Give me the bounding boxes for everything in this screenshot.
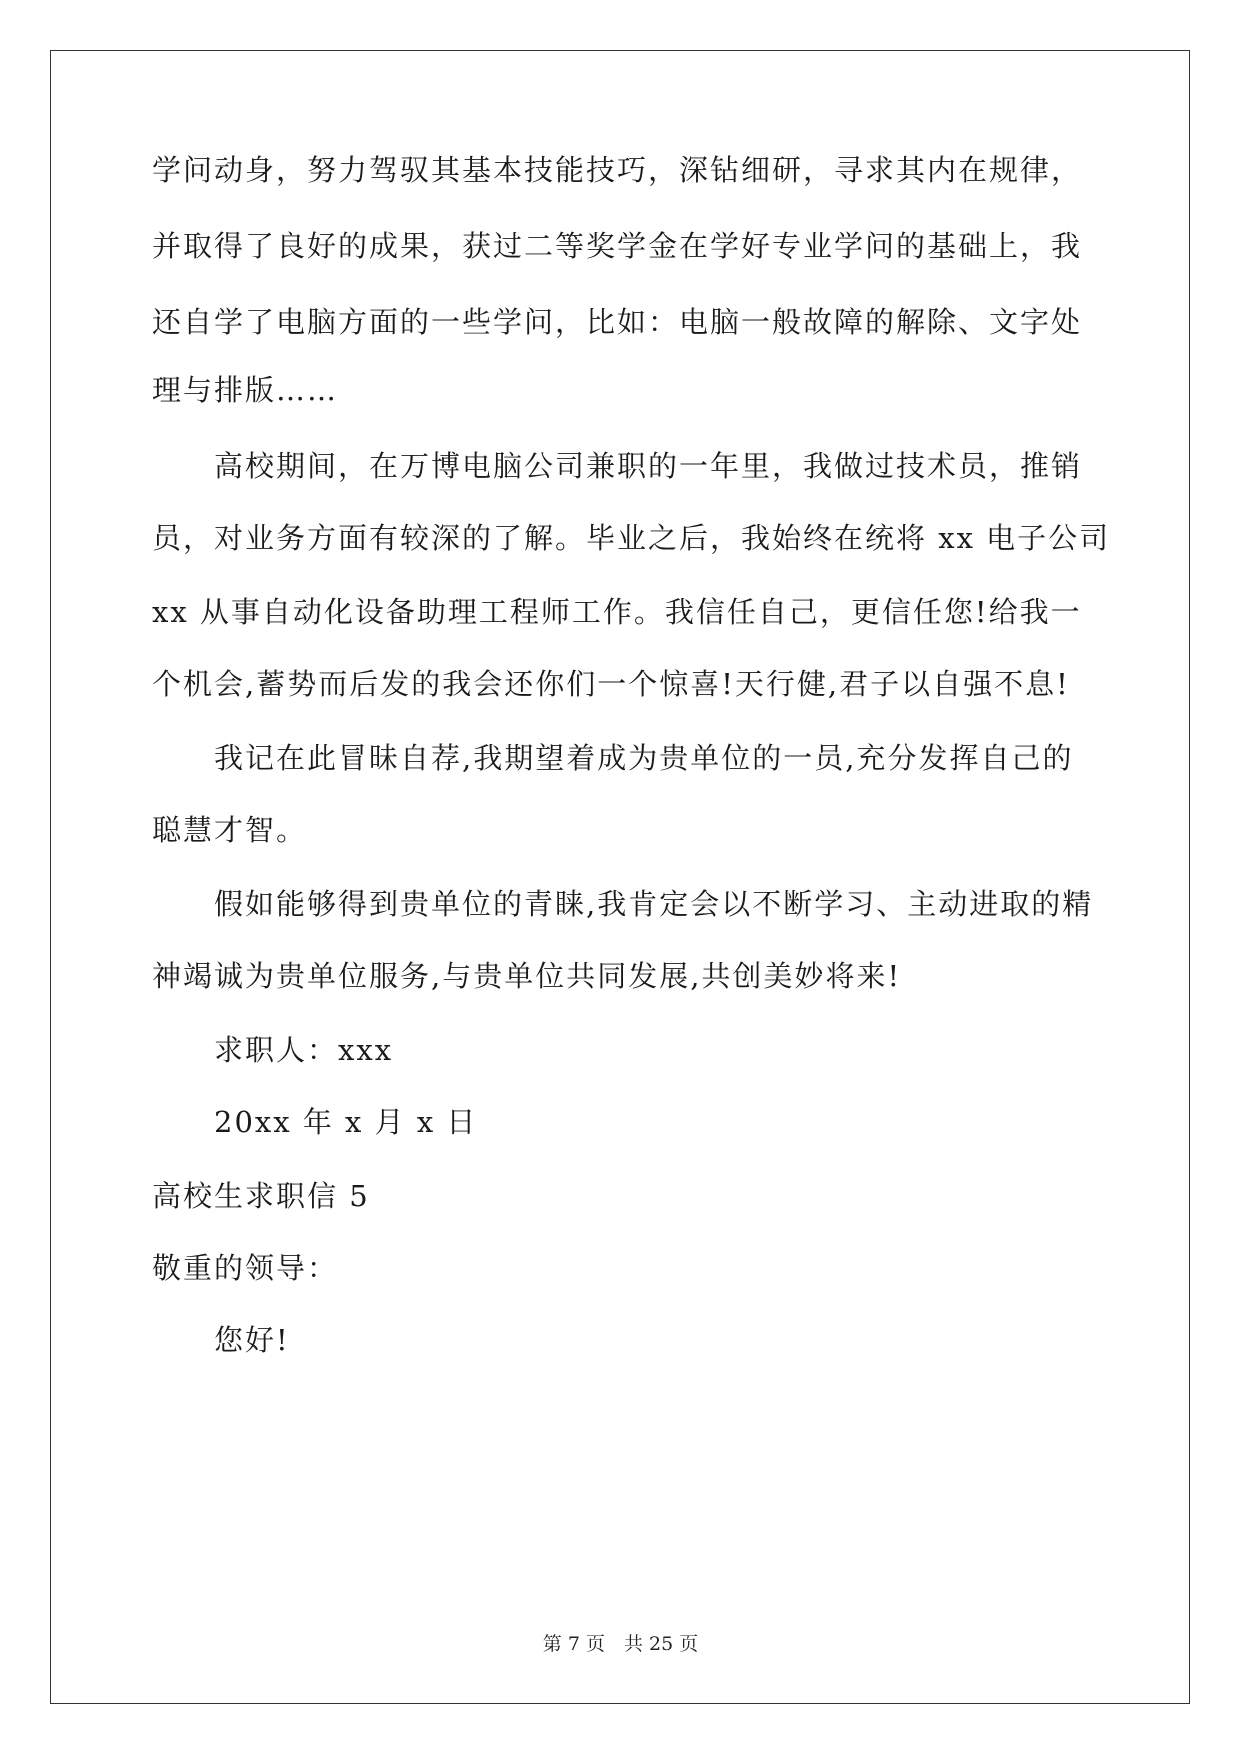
paragraph-commitment-line-2: 神竭诚为贵单位服务,与贵单位共同发展,共创美妙将来!	[152, 959, 902, 993]
paragraph-internship-line-4: 个机会,蓄势而后发的我会还你们一个惊喜!天行健,君子以自强不息!	[152, 667, 1070, 701]
salutation: 敬重的领导：	[152, 1251, 339, 1285]
applicant-signature: 求职人：xxx	[214, 1033, 394, 1067]
paragraph-internship-line-1: 高校期间，在万博电脑公司兼职的一年里，我做过技术员，推销	[214, 449, 1083, 483]
page-border	[50, 50, 1190, 1704]
letter-date: 20xx 年 x 月 x 日	[214, 1105, 478, 1139]
body-line-2: 并取得了良好的成果，获过二等奖学金在学好专业学问的基础上，我	[152, 229, 1083, 263]
paragraph-recommend-line-2: 聪慧才智。	[152, 813, 308, 847]
page-number-footer: 第 7 页 共 25 页	[542, 1633, 699, 1655]
body-line-1: 学问动身，努力驾驭其基本技能技巧，深钻细研，寻求其内在规律，	[152, 153, 1083, 187]
body-line-4: 理与排版……	[152, 373, 339, 407]
paragraph-commitment-line-1: 假如能够得到贵单位的青睐,我肯定会以不断学习、主动进取的精	[214, 887, 1094, 921]
paragraph-internship-line-2: 员，对业务方面有较深的了解。毕业之后，我始终在统将 xx 电子公司	[152, 521, 1111, 555]
greeting: 您好!	[214, 1323, 290, 1357]
body-line-3: 还自学了电脑方面的一些学问，比如：电脑一般故障的解除、文字处	[152, 305, 1083, 339]
section-title: 高校生求职信 5	[152, 1179, 370, 1213]
paragraph-recommend-line-1: 我记在此冒昧自荐,我期望着成为贵单位的一员,充分发挥自己的	[214, 741, 1074, 775]
paragraph-internship-line-3: xx 从事自动化设备助理工程师工作。我信任自己，更信任您!给我一	[152, 595, 1082, 629]
